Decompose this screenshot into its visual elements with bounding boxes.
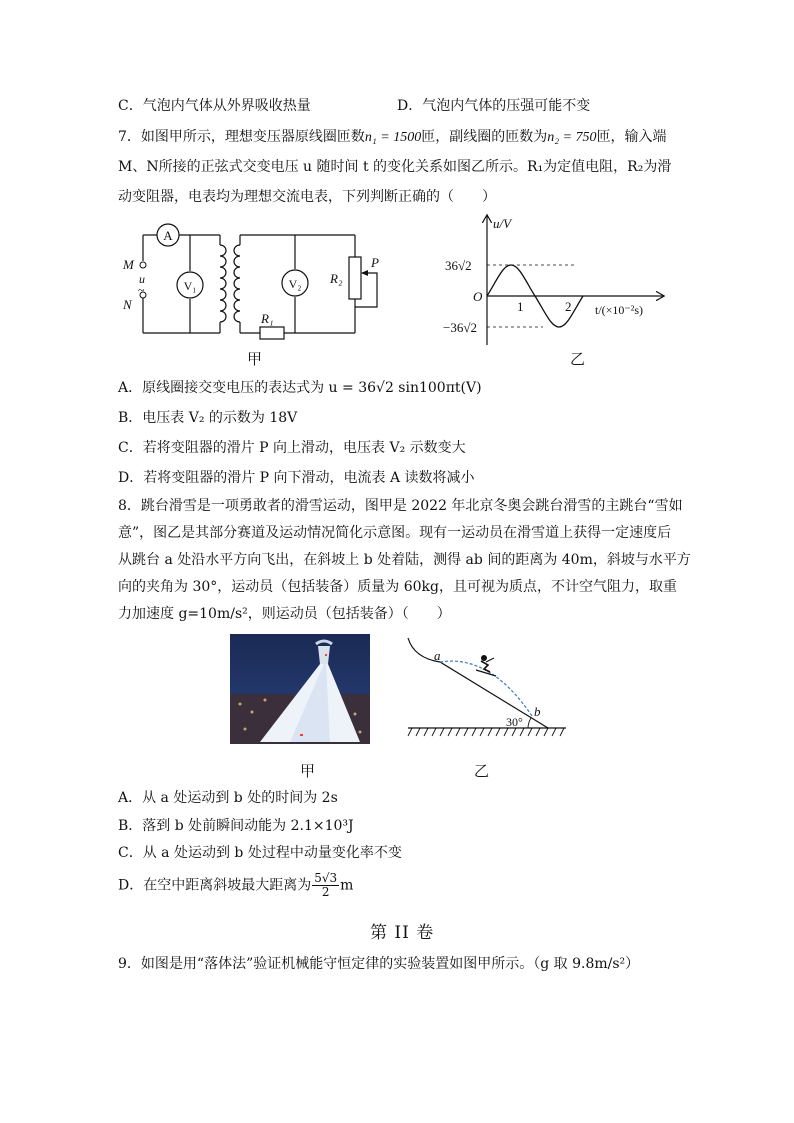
q7-stem-line3: 动变阻器，电表均为理想交流电表，下列判断正确的（ ） [118, 189, 496, 205]
ski-jump-photo [230, 634, 370, 744]
source-u-label: u [139, 272, 145, 286]
slider-p-label: P [371, 255, 379, 270]
terminal-n-label: N [123, 297, 132, 312]
q6-option-c: C．气泡内气体从外界吸收热量 [118, 98, 311, 114]
r1-label: R₁ [261, 311, 274, 326]
q8-option-a: A．从 a 处运动到 b 处的时间为 2s [118, 790, 338, 806]
q7-stem-part-a: 7．如图甲所示，理想变压器原线圈匝数 [118, 129, 365, 145]
q7-stem-line2: M、N所接的正弦式交变电压 u 随时间 t 的变化关系如图乙所示。R₁为定值电阻，R₂为滑 [118, 159, 672, 175]
graph-origin-label: O [473, 289, 483, 304]
q7-option-c: C．若将变阻器的滑片 P 向上滑动，电压表 V₂ 示数变大 [118, 440, 466, 456]
voltmeter-v1-label: V₁ [183, 279, 197, 293]
q7-n1: n₁ = 1500 [364, 130, 422, 145]
fraction-numerator: 5√3 [314, 871, 338, 885]
q7-option-a: A．原线圈接交变电压的表达式为 u = 36√2 sin100πt(V) [118, 380, 482, 396]
r2-label: R₂ [330, 271, 343, 286]
q7-stem-part-c: 匝，输入端 [596, 129, 667, 145]
angle-label: 30° [506, 715, 523, 729]
graph-max-label: 36√2 [445, 258, 472, 273]
q8-option-d-text: D．在空中距离斜坡最大距离为 [118, 877, 312, 894]
q8-option-b: B．落到 b 处前瞬间动能为 2.1×10³J [118, 818, 354, 834]
point-b-label: b [534, 704, 541, 719]
q8-option-c: C．从 a 处运动到 b 处过程中动量变化率不变 [118, 845, 402, 861]
q8-option-d [118, 872, 353, 899]
graph-y-label: u/V [493, 216, 512, 231]
graph-min-label: −36√2 [443, 320, 477, 335]
graph-tick-1: 1 [517, 299, 524, 314]
ammeter-label: A [163, 228, 173, 243]
q7-stem-part-b: 匝，副线圈的匝数为 [421, 129, 548, 145]
q8-stem-line2: 意”，图乙是其部分赛道及运动情况简化示意图。现有一运动员在滑雪道上获得一定速度后 [118, 525, 672, 541]
graph-tick-2: 2 [565, 299, 572, 314]
fraction-denominator: 2 [321, 885, 330, 899]
ac-symbol: ~ [138, 283, 145, 297]
q7-n2: n₂ = 750 [547, 130, 597, 145]
graph-x-label: t/(×10⁻²s) [595, 303, 644, 317]
skier-icon [476, 655, 496, 676]
q7-option-d: D．若将变阻器的滑片 P 向下滑动，电流表 A 读数将减小 [118, 470, 475, 486]
q7-fig-yi-caption: 乙 [570, 350, 586, 368]
q6-option-d: D．气泡内气体的压强可能不变 [397, 98, 591, 114]
terminal-m-label: M [123, 257, 134, 272]
q7-fig-jia-caption: 甲 [247, 350, 263, 368]
point-a-label: a [434, 648, 441, 663]
q8-fig-jia-caption: 甲 [300, 762, 316, 780]
q8-fig-yi-caption: 乙 [474, 762, 490, 780]
q8-option-d-fraction [312, 872, 339, 899]
q8-slope-diagram [400, 632, 570, 742]
section-title: 第 II 卷 [370, 923, 435, 943]
q7-voltage-graph [435, 210, 675, 350]
q7-circuit-diagram [115, 215, 395, 345]
q8-stem-line1: 8．跳台滑雪是一项勇敢者的滑雪运动，图甲是 2022 年北京冬奥会跳台滑雪的主跳台“雪如 [118, 498, 683, 514]
q7-option-b: B．电压表 V₂ 的示数为 18V [118, 410, 298, 426]
q9-stem: 9．如图是用“落体法”验证机械能守恒定律的实验装置如图甲所示。（g 取 9.8m/s²） [118, 956, 640, 972]
q8-stem-line3: 从跳台 a 处沿水平方向飞出，在斜坡上 b 处着陆，测得 ab 间的距离为 40m，斜坡与水平方 [118, 552, 691, 568]
q7-stem-line1 [118, 127, 667, 148]
q8-option-d-unit: m [340, 877, 354, 894]
voltmeter-v2-label: V₂ [288, 277, 302, 291]
q8-stem-line4: 向的夹角为 30°，运动员（包括装备）质量为 60kg，且可视为质点，不计空气阻力，取重 [118, 579, 677, 595]
q8-stem-line5: 力加速度 g=10m/s²，则运动员（包括装备）（ ） [118, 606, 451, 622]
